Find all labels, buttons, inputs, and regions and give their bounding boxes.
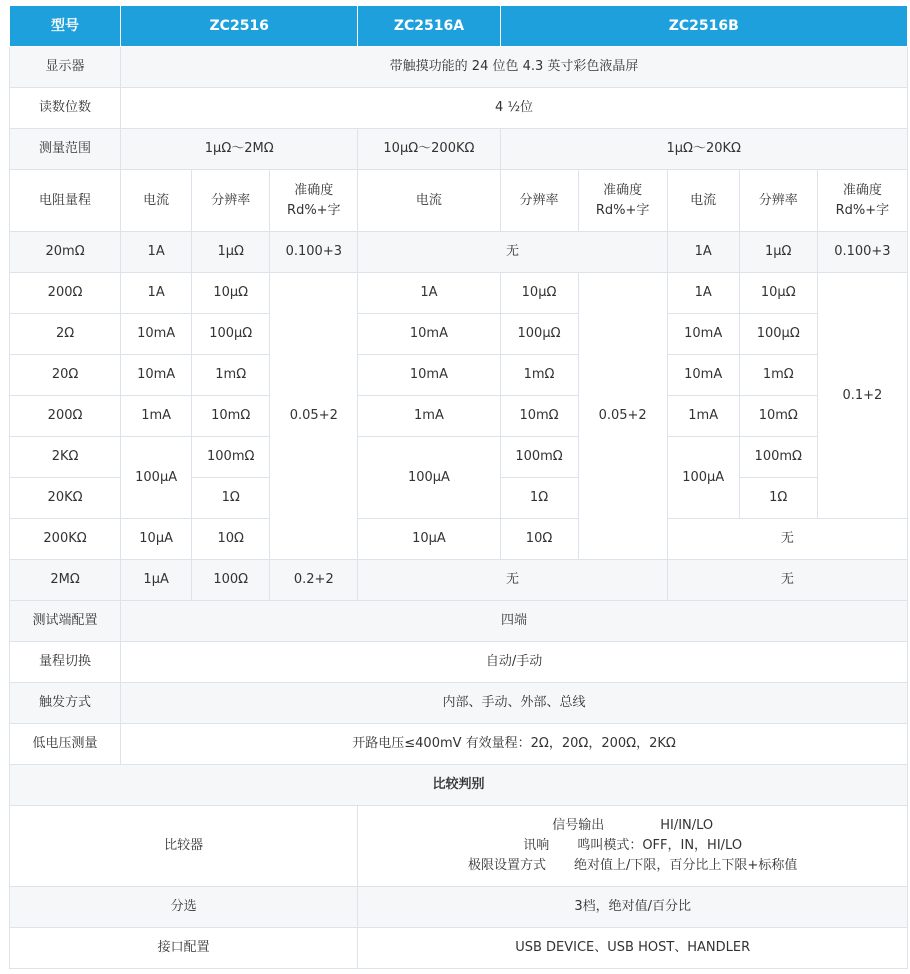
value-terminals: 四端 [121,601,908,642]
value-range-switch: 自动/手动 [121,642,908,683]
limit-setting-label: 极限设置方式 [468,858,547,873]
accuracy-unit: Rd%+字 [595,202,650,218]
resolution-cell: 10mΩ [739,396,817,437]
limit-setting-value: 绝对值上/下限，百分比上下限+标称值 [574,858,798,873]
signal-output-label: 信号输出 [552,818,605,833]
row-2M [10,560,908,601]
section-title-compare: 比较判别 [10,765,908,806]
comparator-line-3 [468,856,797,876]
range-cell: 200KΩ [10,519,121,560]
current-cell: 10mA [667,314,739,355]
resolution-cell: 100μΩ [192,314,270,355]
resolution-cell: 1mΩ [739,355,817,396]
value-sorting: 3档，绝对值/百分比 [358,887,908,928]
row-interface [10,928,908,969]
subhead-accuracy-b [578,170,667,232]
comparator-line-2 [468,836,797,856]
beep-label: 讯响 [523,838,550,853]
beep-value: 鸣叫模式：OFF，IN，HI/LO [577,838,743,853]
range-cell: 200Ω [10,396,121,437]
subhead-accuracy-c [817,170,907,232]
value-trigger: 内部、手动、外部、总线 [121,683,908,724]
resolution-cell: 10Ω [192,519,270,560]
current-cell: 1mA [358,396,500,437]
resolution-cell: 10μΩ [739,273,817,314]
signal-output-value: HI/IN/LO [660,818,714,833]
label-range: 测量范围 [10,129,121,170]
current-cell: 1A [667,232,739,273]
current-cell: 1A [667,273,739,314]
current-cell: 10mA [667,355,739,396]
resolution-cell: 10mΩ [192,396,270,437]
range-zc2516a: 10μΩ～200KΩ [358,129,500,170]
range-zc2516: 1μΩ～2MΩ [121,129,358,170]
row-200k [10,519,908,560]
resolution-cell: 1mΩ [500,355,578,396]
range-cell: 2Ω [10,314,121,355]
resolution-cell: 1mΩ [192,355,270,396]
accuracy-unit: Rd%+字 [287,202,341,218]
accuracy-cell: 0.100+3 [270,232,358,273]
label-interface: 接口配置 [10,928,358,969]
accuracy-zc2516a: 0.05+2 [578,273,667,560]
resolution-cell: 10Ω [500,519,578,560]
header-row [10,6,908,47]
current-cell: 100μA [667,437,739,519]
current-cell: 100μA [121,437,192,519]
row-comparator [10,806,908,887]
resolution-cell: 100μΩ [739,314,817,355]
resolution-cell: 1μΩ [739,232,817,273]
row-range [10,129,908,170]
value-display: 带触摸功能的 24 位色 4.3 英寸彩色液晶屏 [121,47,908,88]
header-zc2516a: ZC2516A [358,6,500,47]
subhead-current-b: 电流 [358,170,500,232]
resolution-cell: 100mΩ [500,437,578,478]
resolution-cell: 100μΩ [500,314,578,355]
label-display: 显示器 [10,47,121,88]
row-sorting [10,887,908,928]
row-display [10,47,908,88]
label-digits: 读数位数 [10,88,121,129]
row-terminals [10,601,908,642]
resolution-cell: 10mΩ [500,396,578,437]
value-interface: USB DEVICE、USB HOST、HANDLER [358,928,908,969]
row-20 [10,355,908,396]
none-cell: 无 [358,560,667,601]
resolution-cell: 1Ω [192,478,270,519]
row-compare-title [10,765,908,806]
subhead-current-a: 电流 [121,170,192,232]
range-zc2516b: 1μΩ～20KΩ [500,129,908,170]
subhead-resolution-b: 分辨率 [500,170,578,232]
resolution-cell: 10μΩ [500,273,578,314]
resolution-cell: 1Ω [500,478,578,519]
label-trigger: 触发方式 [10,683,121,724]
row-2k [10,437,908,478]
current-cell: 10mA [121,314,192,355]
range-cell: 20Ω [10,355,121,396]
row-200 [10,273,908,314]
subhead-current-c: 电流 [667,170,739,232]
none-cell: 无 [667,519,907,560]
accuracy-label: 准确度 [603,182,643,198]
value-low-voltage: 开路电压≤400mV 有效量程：2Ω，20Ω，200Ω，2KΩ [121,724,908,765]
accuracy-label: 准确度 [294,182,334,198]
range-cell: 200Ω [10,273,121,314]
range-cell: 20KΩ [10,478,121,519]
header-zc2516: ZC2516 [121,6,358,47]
subhead-resolution-a: 分辨率 [192,170,270,232]
subhead-accuracy-a [270,170,358,232]
row-subheader [10,170,908,232]
row-200b [10,396,908,437]
comparator-lines [468,816,797,876]
current-cell: 1mA [667,396,739,437]
current-cell: 10mA [358,355,500,396]
resolution-cell: 1μΩ [192,232,270,273]
range-cell: 2MΩ [10,560,121,601]
header-zc2516b: ZC2516B [500,6,908,47]
row-2 [10,314,908,355]
current-cell: 1A [121,232,192,273]
current-cell: 1mA [121,396,192,437]
resolution-cell: 100mΩ [192,437,270,478]
row-trigger [10,683,908,724]
none-cell: 无 [358,232,667,273]
row-20m [10,232,908,273]
range-cell: 20mΩ [10,232,121,273]
spec-table [9,5,908,969]
resolution-cell: 100mΩ [739,437,817,478]
label-resistance-range: 电阻量程 [10,170,121,232]
header-model: 型号 [10,6,121,47]
label-low-voltage: 低电压测量 [10,724,121,765]
label-sorting: 分选 [10,887,358,928]
accuracy-unit: Rd%+字 [835,202,890,218]
current-cell: 1A [121,273,192,314]
current-cell: 1μA [121,560,192,601]
row-range-switch [10,642,908,683]
label-range-switch: 量程切换 [10,642,121,683]
row-digits [10,88,908,129]
subhead-resolution-c: 分辨率 [739,170,817,232]
current-cell: 10μA [358,519,500,560]
resolution-cell: 1Ω [739,478,817,519]
current-cell: 10μA [121,519,192,560]
accuracy-label: 准确度 [842,182,882,198]
row-low-voltage [10,724,908,765]
label-comparator: 比较器 [10,806,358,887]
accuracy-cell: 0.2+2 [270,560,358,601]
accuracy-cell: 0.100+3 [817,232,907,273]
resolution-cell: 100Ω [192,560,270,601]
range-cell: 2KΩ [10,437,121,478]
resolution-cell: 10μΩ [192,273,270,314]
current-cell: 1A [358,273,500,314]
comparator-line-1 [468,816,797,836]
value-digits: 4 ½位 [121,88,908,129]
accuracy-zc2516: 0.05+2 [270,273,358,560]
label-terminals: 测试端配置 [10,601,121,642]
current-cell: 100μA [358,437,500,519]
current-cell: 10mA [121,355,192,396]
accuracy-zc2516b: 0.1+2 [817,273,907,519]
current-cell: 10mA [358,314,500,355]
value-comparator [358,806,908,887]
none-cell: 无 [667,560,907,601]
